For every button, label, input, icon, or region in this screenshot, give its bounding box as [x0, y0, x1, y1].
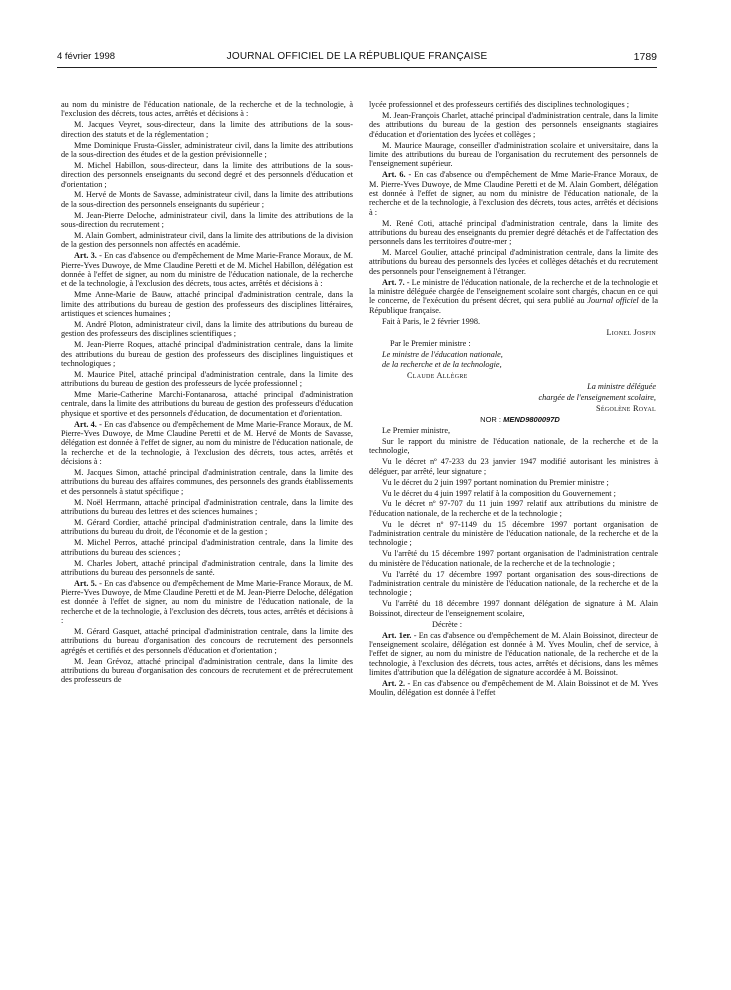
paragraph [369, 111, 658, 139]
paragraph [369, 520, 658, 548]
article-paragraph [369, 631, 658, 678]
paragraph-text: M. Hervé de Monts de Savasse, administrateur civil, dans la limite des attributions de la sous-direction des personnels enseignants du supérieur ; [61, 190, 353, 209]
paragraph-text: de la République française. [369, 296, 658, 315]
par-le-premier-ministre: Par le Premier ministre : [390, 338, 471, 348]
paragraph [61, 290, 353, 318]
paragraph-text: M. Jacques Veyret, sous-directeur, dans la limite des attributions de la sous-direction des statuts et de la réglementation ; [61, 120, 353, 139]
paragraph-text: M. André Ploton, administrateur civil, dans la limite des attributions du bureau de gestion des professeurs des disciplines scientifiques ; [61, 319, 353, 339]
paragraph [61, 161, 353, 189]
paragraph [369, 549, 658, 568]
paragraph [61, 320, 353, 339]
paragraph-text: Vu l'arrêté du 18 décembre 1997 donnant délégation de signature à M. Alain Boissinot, directeur de l'enseignement scolaire, [369, 599, 658, 618]
paragraph [61, 538, 353, 557]
paragraph [369, 599, 658, 618]
paragraph [61, 468, 353, 496]
paragraph [369, 489, 658, 498]
paragraph-text: - Le ministre de l'éducation nationale, de la recherche et de la technologie et la ministre déléguée chargée de l'enseignement scolaire sont chargés, chacun en ce qui le concerne, de l'exécution du présent décret, qui sera publié au [369, 277, 658, 306]
paragraph-text: Vu le décret nº 97-1149 du 15 décembre 1997 portant organisation de l'administration centrale du ministère de l'éducation nationale, de la recherche et de la technologie ; [369, 519, 658, 548]
paragraph [369, 317, 658, 326]
article-number: Art. 7. [382, 277, 405, 287]
paragraph [369, 100, 658, 109]
paragraph [61, 390, 353, 418]
paragraph-text: Mme Anne-Marie de Bauw, attaché principal d'administration centrale, dans la limite des attributions du bureau de gestion des professeurs des disciplines littéraires, artistiques et sciences humaines ; [61, 290, 353, 318]
paragraph-text: Vu le décret nº 97-707 du 11 juin 1997 relatif aux attributions du ministre de l'éducation nationale, de la recherche et de la technologie ; [369, 499, 658, 518]
paragraph-text: Vu le décret nº 47-233 du 23 janvier 1947 modifié autorisant les ministres à déléguer, par arrêté, leur signature ; [369, 457, 658, 476]
paragraph-text: M. Noël Herrmann, attaché principal d'administration centrale, dans la limite des attributions du bureau des lettres et des sciences humaines ; [61, 497, 353, 516]
article-paragraph [369, 170, 658, 217]
nor-label: NOR : [480, 415, 502, 425]
article-number: Art. 5. [74, 578, 97, 588]
paragraph-text: M. Marcel Goulier, attaché principal d'administration centrale, dans la limite des attributions du bureau des personnels des lycées et collèges détachés et du recrutement des personnels pour l'enseignement à l'étranger. [369, 248, 658, 276]
paragraph [61, 211, 353, 230]
paragraph-text: M. Michel Habillon, sous-directeur, dans la limite des attributions de la sous-direction des personnels enseignants du second degré et des personnels d'éducation et d'orientation ; [61, 160, 353, 189]
paragraph [61, 120, 353, 139]
left-column [61, 100, 353, 686]
article-number: Art. 2. [382, 678, 406, 688]
article-paragraph [61, 251, 353, 288]
paragraph-text: M. Michel Perros, attaché principal d'administration centrale, dans la limite des attributions du bureau des sciences ; [61, 538, 353, 557]
italic-text: Journal officiel [587, 296, 639, 306]
article-paragraph [369, 278, 658, 315]
paragraph [61, 498, 353, 517]
paragraph-text: Le Premier ministre, [382, 426, 451, 436]
paragraph [61, 657, 353, 685]
right-column-bottom [369, 426, 658, 618]
paragraph [61, 518, 353, 537]
paragraph-text: M. Jean-Pierre Roques, attaché principal d'administration centrale, dans la limite des attributions du bureau de gestion des professeurs des disciplines linguistiques et technologiques ; [61, 340, 353, 368]
header-rule [57, 67, 657, 68]
nor-reference [369, 415, 658, 424]
paragraph-text: Mme Marie-Catherine Marchi-Fontanarosa, attaché principal d'administration centrale, dans la limite des attributions du bureau de gestion des professeurs d'éducation physique et sportive et des personnels d'éducation, de documentation et d'orientation. [61, 390, 353, 418]
paragraph-text: Mme Dominique Frusta-Gissler, administrateur civil, dans la limite des attributions de la sous-direction des études et de la gestion prévisionnelle ; [61, 140, 353, 159]
paragraph [61, 627, 353, 655]
paragraph [61, 141, 353, 160]
paragraph-text: M. Jean-François Charlet, attaché principal d'administration centrale, dans la limite des attributions du bureau de la gestion des personnels enseignants stagiaires d'éducation et d'orientation des lycées et collèges ; [369, 110, 658, 139]
paragraph-text: Vu le décret du 2 juin 1997 portant nomination du Premier ministre ; [382, 477, 609, 487]
paragraph [61, 340, 353, 368]
paragraph-text: - En cas d'absence ou d'empêchement de Mme Marie-France Moraux, de M. Pierre-Yves Duwoye, de Mme Claudine Peretti et de M. Hervé de Monts de Savasse, délégation est donnée à l'effet de signer, au nom du ministre de l'éducation nationale, de la recherche et de la technologie, à l'exclusion des décrets, tous actes, arrêtés et décisions à : [61, 419, 353, 467]
minister-title-line-2: de la recherche et de la technologie, [382, 360, 502, 370]
paragraph-text: Fait à Paris, le 2 février 1998. [382, 316, 481, 326]
paragraph-text: - En cas d'absence ou d'empêchement de Mme Marie-France Moraux, de M. Pierre-Yves Duwoye, de Mme Claudine Peretti et de M. Michel Habillon, délégation est donnée à l'effet de signer, au nom du ministre de l'éducation nationale, de la recherche et de la technologie, à l'exclusion des décrets, tous actes, arrêtés et décisions à : [61, 251, 353, 289]
paragraph-text: M. René Coti, attaché principal d'administration centrale, dans la limite des attributions du bureau des enseignants du premier degré détachés et de l'affectation des personnels dans les territoires d'outre-mer ; [369, 218, 658, 247]
paragraph [369, 570, 658, 598]
article-paragraph [61, 579, 353, 626]
right-column [369, 100, 658, 699]
page-header [57, 51, 657, 67]
paragraph-text: M. Jean Grévoz, attaché principal d'administration centrale, dans la limite des attributions du bureau d'organisation des concours de recrutement et de prérecrutement des professeurs de [61, 656, 353, 685]
paragraph-text: au nom du ministre de l'éducation nationale, de la recherche et de la technologie, à l'exclusion des décrets, tous actes, arrêtés et décisions à : [61, 100, 353, 119]
minister-title-line-1: Le ministre de l'éducation nationale, [382, 349, 503, 359]
paragraph-text: M. Maurice Pitel, attaché principal d'administration centrale, dans la limite des attributions du bureau de gestion des professeurs de lycée professionnel ; [61, 369, 353, 389]
paragraph [61, 559, 353, 578]
deleguee-signature: Ségolène Royal [595, 404, 656, 414]
paragraph [61, 370, 353, 389]
right-column-articles [369, 631, 658, 698]
paragraph [369, 457, 658, 476]
signature-block [369, 328, 658, 414]
nor-code: MEND9800097D [503, 415, 560, 425]
paragraph [369, 141, 658, 169]
paragraph-text: M. Gérard Gasquet, attaché principal d'administration centrale, dans la limite des attributions du bureau d'organisation des concours de recrutement des personnels agrégés et certifiés et des personnels d'éducation et d'orientation ; [61, 627, 353, 655]
paragraph-text: Sur le rapport du ministre de l'éducation nationale, de la recherche et de la technologie, [369, 437, 658, 456]
paragraph-text: M. Gérard Cordier, attaché principal d'administration centrale, dans la limite des attributions du bureau du droit, de l'économie et de la gestion ; [61, 517, 353, 537]
paragraph-text: - En cas d'absence ou d'empêchement de M. Alain Boissinot, directeur de l'enseignement scolaire, délégation est donnée à M. Yves Moulin, chef de service, à l'effet de signer, au nom du ministre de l'éducation nationale, de la recherche et de la technologie, à l'exclusion des décrets, tous actes, arrêtés et décisions, dans les mêmes limites d'attribution que la délégation de signature accordée à M. Boissinot. [369, 630, 659, 677]
paragraph [61, 190, 353, 209]
pm-signature: Lionel Jospin [606, 327, 656, 337]
header-date: 4 février 1998 [57, 51, 116, 62]
paragraph [369, 499, 658, 518]
article-number: Art. 3. [74, 251, 97, 261]
paragraph-text: M. Jean-Pierre Deloche, administrateur civil, dans la limite des attributions de la sous-direction du recrutement ; [61, 210, 353, 230]
decrete-heading: Décrète : [432, 619, 462, 629]
minister-signature: Claude Allègre [407, 371, 468, 381]
paragraph-text: lycée professionnel et des professeurs certifiés des disciplines technologiques ; [369, 100, 630, 109]
paragraph [369, 426, 658, 435]
article-number: Art. 6. [382, 170, 406, 180]
paragraph [369, 219, 658, 247]
paragraph [369, 248, 658, 276]
paragraph-text: Vu l'arrêté du 15 décembre 1997 portant organisation de l'administration centrale du ministère de l'éducation nationale, de la recherche et de la technologie ; [369, 549, 658, 568]
paragraph-text: M. Alain Gombert, administrateur civil, dans la limite des attributions de la division de la gestion des personnels non affectés en académie. [61, 231, 353, 250]
paragraph-text: M. Maurice Maurage, conseiller d'administration scolaire et universitaire, dans la limite des attributions du bureau de l'organisation du recrutement des personnels de l'enseignement supérieur. [369, 140, 658, 169]
deleguee-title-line-1: La ministre déléguée [587, 382, 656, 392]
paragraph-text: M. Charles Jobert, attaché principal d'administration centrale, dans la limite des attributions du bureau des personnels de santé. [61, 558, 353, 577]
page-number: 1789 [633, 51, 657, 63]
paragraph-text: - En cas d'absence ou d'empêchement de Mme Marie-France Moraux, de M. Pierre-Yves Duwoye, de Mme Claudine Peretti et de M. Jean-Pierre Deloche, délégation est donnée à l'effet de signer, au nom du ministre de l'éducation nationale, de la recherche et de la technologie, à l'exclusion des décrets, tous actes, arrêtés et décisions à : [61, 578, 353, 626]
right-column-top [369, 100, 658, 326]
article-number: Art. 4. [74, 419, 97, 429]
paragraph-text: - En cas d'absence ou d'empêchement de Mme Marie-France Moraux, de M. Pierre-Yves Duwoye, de Mme Claudine Peretti et de M. Alain Gombert, délégation est donnée à l'effet de signer, au nom du ministre de l'éducation nationale, de la recherche et de la technologie, à l'exclusion des décrets, tous actes, arrêtés et décisions à : [369, 170, 658, 217]
paragraph [369, 478, 658, 487]
deleguee-title-line-2: chargée de l'enseignement scolaire, [538, 393, 656, 403]
paragraph-text: Vu l'arrêté du 17 décembre 1997 portant organisation des sous-directions de l'administration centrale du ministère de l'éducation nationale, de la recherche et de la technologie ; [369, 569, 658, 598]
paragraph [61, 231, 353, 250]
paragraph-text: - En cas d'absence ou d'empêchement de M. Alain Boissinot et de M. Yves Moulin, délégation est donnée à l'effet [369, 678, 658, 698]
paragraph [369, 437, 658, 456]
article-paragraph [369, 679, 658, 698]
paragraph [61, 100, 353, 119]
article-paragraph [61, 420, 353, 467]
paragraph-text: Vu le décret du 4 juin 1997 relatif à la composition du Gouvernement ; [382, 488, 616, 498]
journal-title: JOURNAL OFFICIEL DE LA RÉPUBLIQUE FRANÇAISE [226, 51, 488, 62]
paragraph-text: M. Jacques Simon, attaché principal d'administration centrale, dans la limite des attributions du bureau des affaires communes, des personnels des grands établissements et des personnels à statut spécifique ; [61, 468, 353, 496]
article-number: Art. 1er. [382, 630, 412, 640]
